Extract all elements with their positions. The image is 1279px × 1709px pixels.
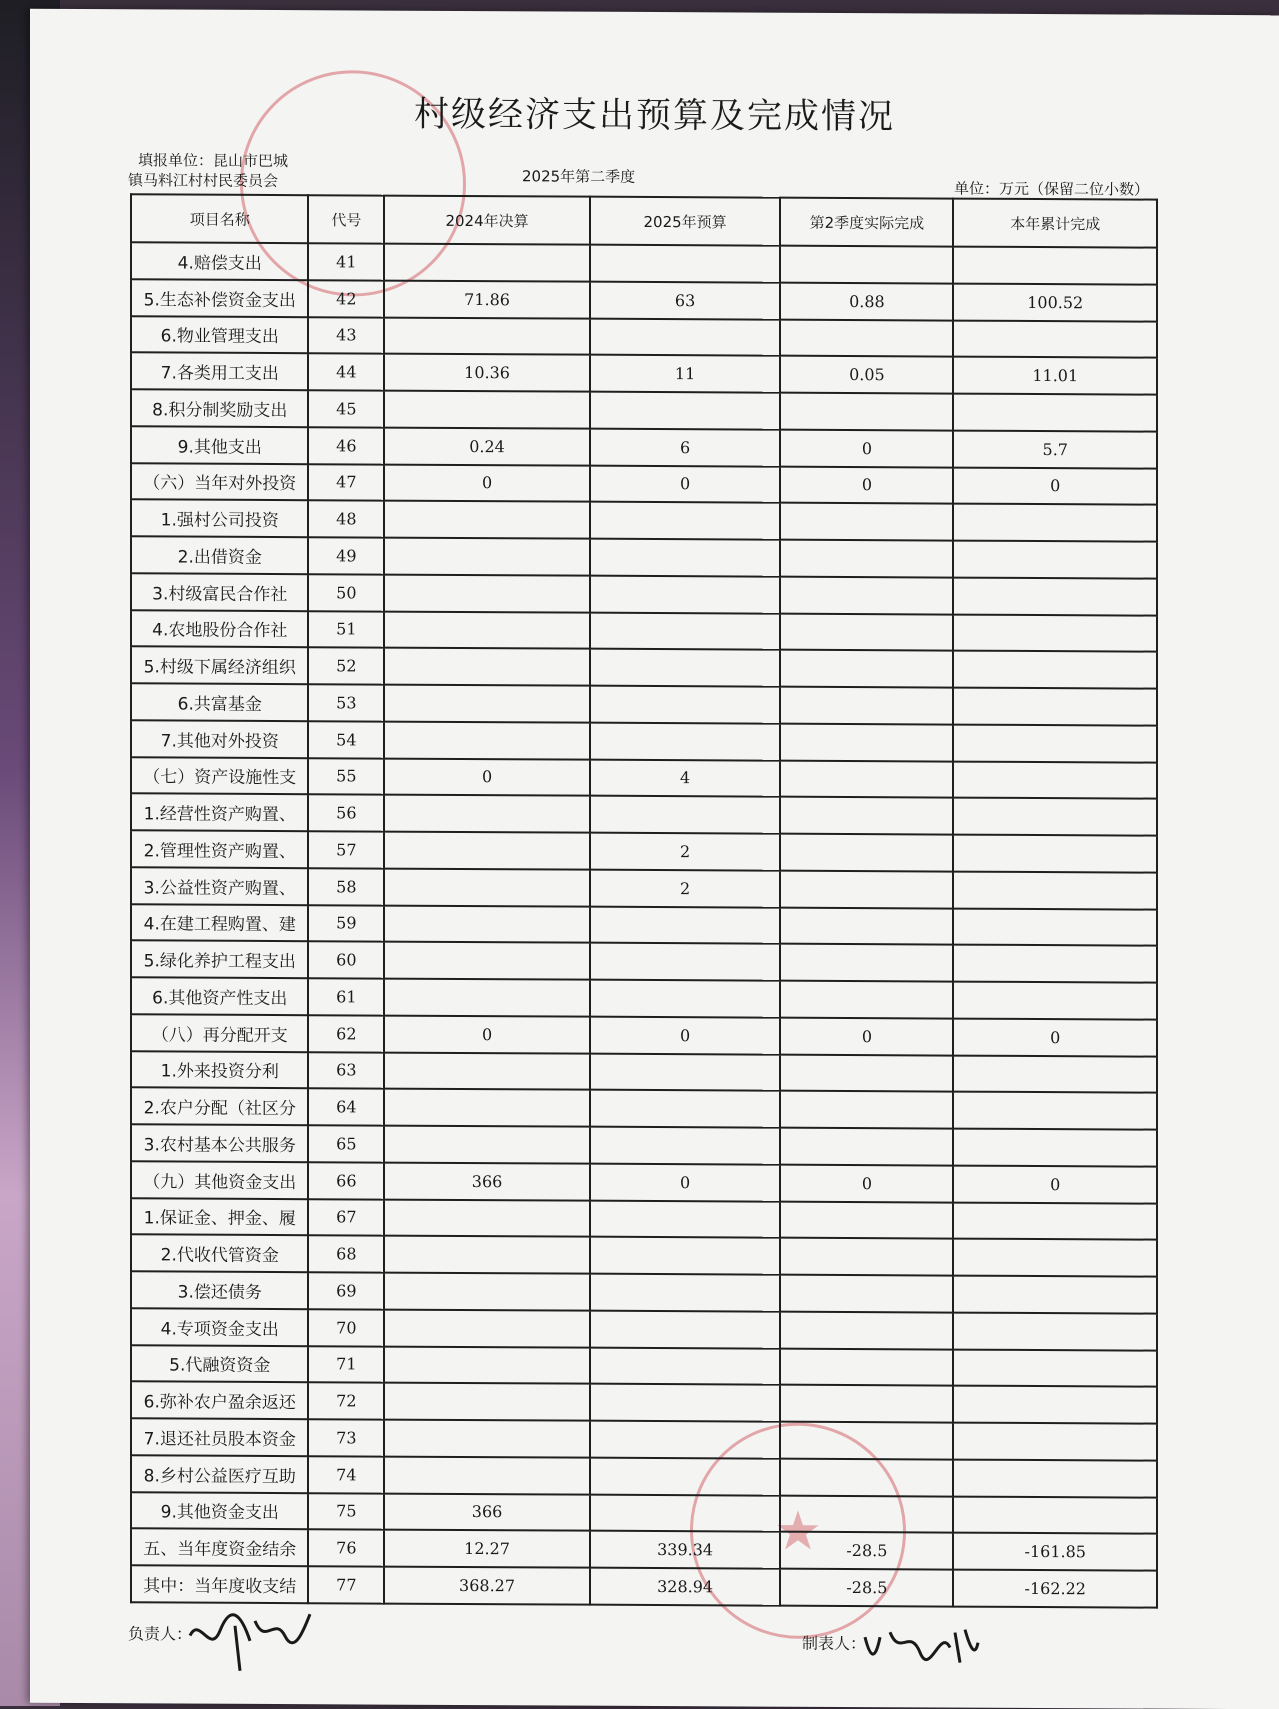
value-2024-final	[384, 721, 590, 759]
document-title: 村级经济支出预算及完成情况	[413, 94, 895, 138]
value-2025-budget	[590, 1384, 780, 1422]
value-q2-actual	[780, 760, 953, 798]
value-ytd-total	[953, 1496, 1157, 1534]
value-2025-budget	[590, 245, 780, 283]
value-2024-final	[384, 1199, 590, 1237]
value-2025-budget: 0	[590, 1163, 780, 1201]
item-name-cell: 2.农户分配（社区分	[131, 1088, 308, 1126]
value-2024-final	[384, 648, 590, 686]
table-row	[131, 316, 1157, 358]
value-2025-budget: 328.94	[590, 1568, 780, 1606]
table-header-row	[131, 194, 1157, 247]
value-ytd-total	[953, 1349, 1157, 1387]
value-2025-budget	[590, 686, 780, 724]
leader-signature-scrawl	[180, 1606, 320, 1677]
value-q2-actual	[780, 1458, 953, 1496]
item-name-cell: 1.经营性资产购置、	[131, 794, 308, 832]
value-ytd-total	[953, 1092, 1157, 1130]
table-row	[131, 830, 1157, 872]
header-ytd-total: 本年累计完成	[953, 199, 1157, 248]
value-2024-final	[384, 795, 590, 833]
value-ytd-total	[953, 320, 1157, 358]
value-2025-budget: 2	[590, 833, 780, 871]
table-row	[131, 1418, 1157, 1460]
value-2024-final	[384, 1089, 590, 1127]
value-q2-actual	[780, 981, 953, 1019]
item-name-cell: 7.各类用工支出	[131, 353, 308, 391]
table-body	[131, 242, 1157, 1607]
value-2025-budget	[590, 1347, 780, 1385]
code-cell: 70	[308, 1309, 384, 1346]
value-q2-actual	[780, 870, 953, 908]
leader-signature-label: 负责人：	[128, 1624, 193, 1644]
code-cell: 43	[308, 317, 384, 354]
value-q2-actual	[780, 797, 953, 835]
value-2024-final	[384, 391, 590, 429]
item-name-cell: 五、当年度资金结余	[131, 1529, 308, 1567]
value-q2-actual	[780, 393, 953, 431]
value-2025-budget	[590, 575, 780, 613]
table-row	[131, 1308, 1157, 1350]
value-q2-actual: 0.88	[780, 282, 953, 320]
value-q2-actual	[780, 834, 953, 872]
value-ytd-total: -161.85	[953, 1533, 1157, 1571]
value-2024-final	[384, 1273, 590, 1311]
value-2025-budget: 0	[590, 1016, 780, 1054]
reporting-unit-line1: 填报单位：昆山市巴城	[138, 151, 289, 171]
value-2024-final	[384, 574, 590, 612]
table-row	[131, 757, 1157, 799]
value-ytd-total	[953, 541, 1157, 579]
item-name-cell: 3.农村基本公共服务	[131, 1124, 308, 1162]
value-2025-budget: 6	[590, 428, 780, 466]
table-row	[131, 867, 1157, 909]
value-q2-actual	[780, 907, 953, 945]
table-row	[131, 500, 1157, 542]
code-cell: 75	[308, 1493, 384, 1530]
code-cell: 68	[308, 1235, 384, 1272]
value-2025-budget	[590, 318, 780, 356]
value-q2-actual	[780, 944, 953, 982]
value-q2-actual: 0	[780, 466, 953, 504]
code-cell: 51	[308, 611, 384, 648]
value-q2-actual	[780, 1275, 953, 1313]
code-cell: 66	[308, 1162, 384, 1199]
item-name-cell: 5.代融资资金	[131, 1345, 308, 1383]
value-2025-budget	[590, 980, 780, 1018]
code-cell: 67	[308, 1199, 384, 1236]
table-row	[131, 573, 1157, 615]
value-q2-actual	[780, 1311, 953, 1349]
value-2024-final	[384, 611, 590, 649]
table-row	[131, 242, 1157, 284]
item-name-cell: 8.积分制奖励支出	[131, 389, 308, 427]
item-name-cell: 1.外来投资分利	[131, 1051, 308, 1089]
value-2024-final	[384, 501, 590, 539]
value-ytd-total	[953, 1276, 1157, 1314]
table-row	[131, 536, 1157, 578]
code-cell: 69	[308, 1272, 384, 1309]
value-2024-final	[384, 685, 590, 723]
header-code: 代号	[308, 195, 384, 243]
value-q2-actual	[780, 1422, 953, 1460]
code-cell: 58	[308, 868, 384, 905]
code-cell: 49	[308, 537, 384, 574]
value-ytd-total: 5.7	[953, 430, 1157, 468]
code-cell: 48	[308, 500, 384, 537]
value-ytd-total	[953, 247, 1157, 285]
table-row	[131, 1198, 1157, 1240]
value-ytd-total	[953, 1312, 1157, 1350]
item-name-cell: （九）其他资金支出	[131, 1161, 308, 1199]
item-name-cell: 9.其他支出	[131, 426, 308, 464]
preparer-signature-label: 制表人：	[802, 1633, 867, 1654]
value-q2-actual	[780, 613, 953, 651]
table-row	[131, 904, 1157, 946]
table-row	[131, 647, 1157, 689]
item-name-cell: 5.绿化养护工程支出	[131, 941, 308, 979]
value-ytd-total	[953, 1423, 1157, 1461]
item-name-cell: 4.专项资金支出	[131, 1308, 308, 1346]
code-cell: 53	[308, 684, 384, 721]
table-row	[131, 1492, 1157, 1534]
code-cell: 52	[308, 647, 384, 684]
value-2025-budget	[590, 906, 780, 944]
value-2025-budget: 0	[590, 465, 780, 503]
value-2025-budget: 4	[590, 759, 780, 797]
value-q2-actual	[780, 1128, 953, 1166]
value-q2-actual: -28.5	[780, 1569, 953, 1607]
value-2025-budget	[590, 1237, 780, 1275]
value-2024-final	[384, 1236, 590, 1274]
item-name-cell: 9.其他资金支出	[131, 1492, 308, 1530]
item-name-cell: 6.其他资产性支出	[131, 977, 308, 1015]
code-cell: 42	[308, 280, 384, 317]
value-q2-actual: 0.05	[780, 356, 953, 394]
value-2024-final: 0	[384, 464, 590, 502]
table-row	[131, 1345, 1157, 1387]
code-cell: 72	[308, 1382, 384, 1419]
value-2025-budget	[590, 649, 780, 687]
table-row	[131, 353, 1157, 395]
table-row	[131, 279, 1157, 321]
value-q2-actual: -28.5	[780, 1532, 953, 1570]
value-q2-actual	[780, 540, 953, 578]
item-name-cell: 1.强村公司投资	[131, 500, 308, 538]
code-cell: 76	[308, 1529, 384, 1566]
item-name-cell: 3.偿还债务	[131, 1271, 308, 1309]
value-2024-final: 0	[384, 1015, 590, 1053]
value-q2-actual	[780, 246, 953, 284]
table-row	[131, 610, 1157, 652]
value-2025-budget	[590, 1421, 780, 1459]
value-ytd-total: 100.52	[953, 283, 1157, 321]
item-name-cell: （七）资产设施性支	[131, 757, 308, 795]
value-2024-final: 366	[384, 1493, 590, 1531]
value-2024-final	[384, 317, 590, 355]
value-ytd-total: 0	[953, 467, 1157, 505]
value-2024-final: 10.36	[384, 354, 590, 392]
value-q2-actual	[780, 687, 953, 725]
item-name-cell: 8.乡村公益医疗互助	[131, 1455, 308, 1493]
value-ytd-total	[953, 614, 1157, 652]
code-cell: 71	[308, 1346, 384, 1383]
code-cell: 54	[308, 721, 384, 758]
table-row	[131, 1051, 1157, 1093]
item-name-cell: 4.农地股份合作社	[131, 610, 308, 648]
reporting-unit-line2: 镇马料江村村民委员会	[128, 171, 279, 191]
value-ytd-total	[953, 1386, 1157, 1424]
value-2025-budget	[590, 392, 780, 430]
value-q2-actual	[780, 503, 953, 541]
item-name-cell: 5.村级下属经济组织	[131, 647, 308, 685]
item-name-cell: 7.其他对外投资	[131, 720, 308, 758]
table-row	[131, 1565, 1157, 1607]
item-name-cell: 1.保证金、押金、履	[131, 1198, 308, 1236]
code-cell: 47	[308, 464, 384, 501]
value-2024-final: 0	[384, 758, 590, 796]
item-name-cell: （八）再分配开支	[131, 1014, 308, 1052]
value-2024-final	[384, 1420, 590, 1458]
value-ytd-total	[953, 798, 1157, 836]
item-name-cell: 其中：当年度收支结	[131, 1565, 308, 1603]
value-2024-final: 0.24	[384, 427, 590, 465]
code-cell: 59	[308, 905, 384, 942]
table-row	[131, 426, 1157, 468]
value-2025-budget	[590, 1200, 780, 1238]
table-row	[131, 1161, 1157, 1203]
value-ytd-total	[953, 688, 1157, 726]
value-2024-final: 368.27	[384, 1567, 590, 1605]
value-2025-budget	[590, 612, 780, 650]
header-q2-actual: 第2季度实际完成	[780, 198, 953, 247]
value-ytd-total	[953, 651, 1157, 689]
value-ytd-total: 0	[953, 1018, 1157, 1056]
preparer-signature-scrawl	[860, 1617, 980, 1678]
supervision-seal-stamp: ★	[690, 1422, 906, 1639]
code-cell: 74	[308, 1456, 384, 1493]
item-name-cell: 2.出借资金	[131, 536, 308, 574]
value-ytd-total	[953, 394, 1157, 432]
item-name-cell: 6.共富基金	[131, 683, 308, 721]
item-name-cell: 3.村级富民合作社	[131, 573, 308, 611]
table-row	[131, 1014, 1157, 1056]
value-q2-actual	[780, 650, 953, 688]
unit-note: 单位：万元（保留二位小数）	[954, 179, 1150, 199]
code-cell: 46	[308, 427, 384, 464]
value-2025-budget: 63	[590, 281, 780, 319]
value-q2-actual	[780, 576, 953, 614]
value-2025-budget	[590, 1053, 780, 1091]
value-q2-actual	[780, 1385, 953, 1423]
value-q2-actual	[780, 1201, 953, 1239]
value-2025-budget	[590, 539, 780, 577]
code-cell: 50	[308, 574, 384, 611]
item-name-cell: 6.弥补农户盈余返还	[131, 1382, 308, 1420]
table-row	[131, 1088, 1157, 1130]
code-cell: 77	[308, 1566, 384, 1603]
value-2024-final	[384, 905, 590, 943]
value-2025-budget: 11	[590, 355, 780, 393]
value-2025-budget	[590, 1127, 780, 1165]
table-row	[131, 1529, 1157, 1571]
code-cell: 60	[308, 941, 384, 978]
header-item-name: 项目名称	[131, 194, 308, 243]
value-2025-budget	[590, 1457, 780, 1495]
value-ytd-total	[953, 835, 1157, 873]
value-q2-actual: 0	[780, 1164, 953, 1202]
table-row	[131, 1124, 1157, 1166]
item-name-cell: 6.物业管理支出	[131, 316, 308, 354]
value-ytd-total	[953, 724, 1157, 762]
code-cell: 73	[308, 1419, 384, 1456]
table-row	[131, 1235, 1157, 1277]
code-cell: 41	[308, 243, 384, 280]
value-q2-actual	[780, 1238, 953, 1276]
header-2024-final: 2024年决算	[384, 196, 590, 245]
value-ytd-total	[953, 982, 1157, 1020]
value-2024-final	[384, 1346, 590, 1384]
code-cell: 61	[308, 978, 384, 1015]
table-row	[131, 720, 1157, 762]
value-2025-budget	[590, 722, 780, 760]
value-2025-budget: 2	[590, 869, 780, 907]
value-2024-final	[384, 1456, 590, 1494]
item-name-cell: 5.生态补偿资金支出	[131, 279, 308, 317]
paper-sheet	[30, 9, 1279, 1709]
value-2024-final	[384, 1126, 590, 1164]
value-2024-final	[384, 868, 590, 906]
value-ytd-total	[953, 1129, 1157, 1167]
table-row	[131, 389, 1157, 431]
value-q2-actual	[780, 1495, 953, 1533]
code-cell: 62	[308, 1015, 384, 1052]
table-row	[131, 794, 1157, 836]
value-q2-actual	[780, 1054, 953, 1092]
value-ytd-total	[953, 871, 1157, 909]
code-cell: 57	[308, 831, 384, 868]
item-name-cell: 4.赔偿支出	[131, 242, 308, 280]
code-cell: 56	[308, 794, 384, 831]
value-2024-final	[384, 538, 590, 576]
item-name-cell: 2.管理性资产购置、	[131, 830, 308, 868]
value-2024-final: 366	[384, 1162, 590, 1200]
value-2025-budget: 339.34	[590, 1531, 780, 1569]
value-2024-final	[384, 1309, 590, 1347]
budget-table	[130, 193, 1158, 1608]
value-q2-actual: 0	[780, 429, 953, 467]
value-ytd-total	[953, 761, 1157, 799]
table-row	[131, 1382, 1157, 1424]
value-2024-final: 12.27	[384, 1530, 590, 1568]
value-2024-final: 71.86	[384, 280, 590, 318]
reporting-period: 2025年第二季度	[522, 167, 636, 186]
value-q2-actual	[780, 1091, 953, 1129]
value-2025-budget	[590, 1274, 780, 1312]
value-q2-actual: 0	[780, 1017, 953, 1055]
value-ytd-total	[953, 504, 1157, 542]
value-2024-final	[384, 244, 590, 282]
value-2025-budget	[590, 796, 780, 834]
code-cell: 64	[308, 1088, 384, 1125]
header-2025-budget: 2025年预算	[590, 197, 780, 246]
value-2025-budget	[590, 1310, 780, 1348]
value-ytd-total	[953, 1239, 1157, 1277]
value-ytd-total	[953, 577, 1157, 615]
value-ytd-total	[953, 908, 1157, 946]
value-2025-budget	[590, 943, 780, 981]
value-ytd-total: 0	[953, 1165, 1157, 1203]
value-q2-actual	[780, 1348, 953, 1386]
item-name-cell: 7.退还社员股本资金	[131, 1418, 308, 1456]
value-ytd-total	[953, 1459, 1157, 1497]
code-cell: 45	[308, 390, 384, 427]
table-row	[131, 1271, 1157, 1313]
table-row	[131, 463, 1157, 505]
value-2024-final	[384, 1383, 590, 1421]
table-row	[131, 1455, 1157, 1497]
code-cell: 63	[308, 1052, 384, 1089]
item-name-cell: （六）当年对外投资	[131, 463, 308, 501]
value-ytd-total	[953, 1202, 1157, 1240]
value-2024-final	[384, 942, 590, 980]
code-cell: 65	[308, 1125, 384, 1162]
value-2025-budget	[590, 1090, 780, 1128]
value-2024-final	[384, 979, 590, 1017]
value-2024-final	[384, 1052, 590, 1090]
value-q2-actual	[780, 319, 953, 357]
item-name-cell: 2.代收代管资金	[131, 1235, 308, 1273]
item-name-cell: 4.在建工程购置、建	[131, 904, 308, 942]
table-row	[131, 941, 1157, 983]
value-ytd-total: -162.22	[953, 1570, 1157, 1608]
table-row	[131, 977, 1157, 1019]
code-cell: 55	[308, 758, 384, 795]
value-2024-final	[384, 832, 590, 870]
value-2025-budget	[590, 502, 780, 540]
value-ytd-total: 11.01	[953, 357, 1157, 395]
value-ytd-total	[953, 1055, 1157, 1093]
code-cell: 44	[308, 353, 384, 390]
value-2025-budget	[590, 1494, 780, 1532]
value-ytd-total	[953, 945, 1157, 983]
item-name-cell: 3.公益性资产购置、	[131, 867, 308, 905]
value-q2-actual	[780, 723, 953, 761]
table-row	[131, 683, 1157, 725]
